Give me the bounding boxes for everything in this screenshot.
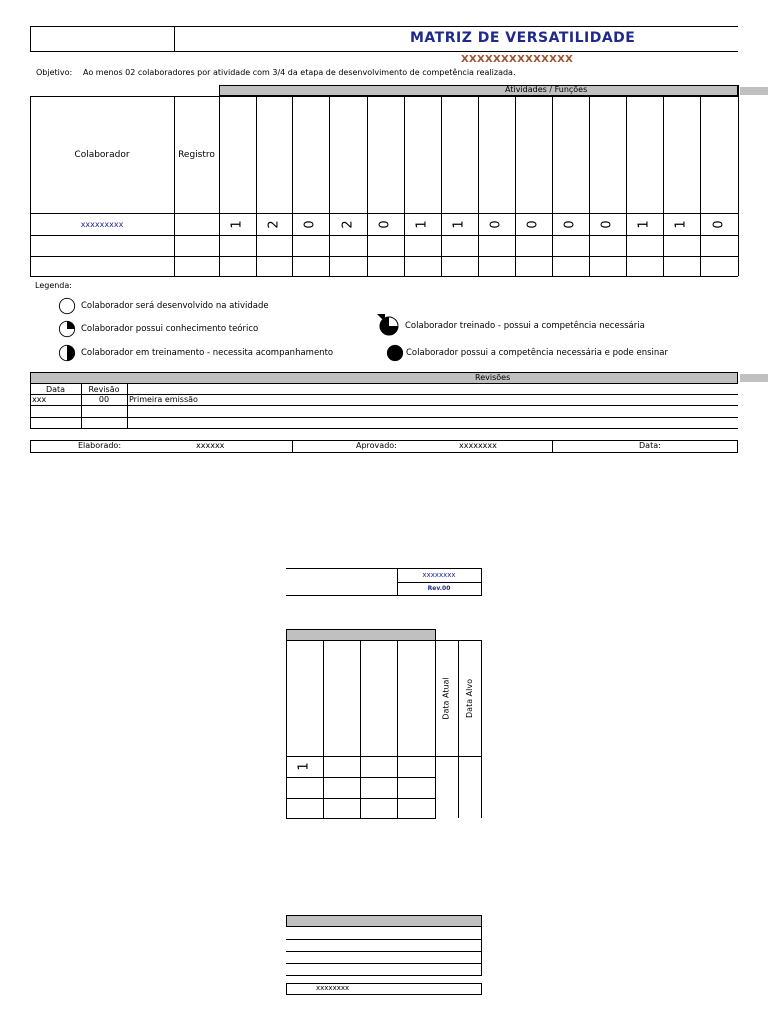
legend-item bbox=[375, 312, 645, 340]
registro-cell bbox=[174, 213, 219, 235]
competency-cell[interactable] bbox=[626, 213, 663, 235]
legend-text: Colaborador treinado - possui a competência necessária bbox=[405, 321, 645, 331]
col-data-atual bbox=[435, 640, 458, 756]
competency-cell[interactable] bbox=[441, 213, 478, 235]
competency-cell[interactable] bbox=[286, 756, 323, 777]
competency-value: 2 bbox=[266, 219, 282, 229]
competency-cell[interactable] bbox=[219, 213, 256, 235]
small-list-value: xxxxxxxx bbox=[316, 984, 350, 992]
three-quarter-circle-icon bbox=[375, 312, 403, 340]
revisions-header: Revisões bbox=[475, 373, 511, 382]
competency-cell[interactable] bbox=[404, 213, 441, 235]
competency-value: 1 bbox=[297, 762, 312, 771]
competency-cell[interactable] bbox=[515, 213, 552, 235]
legend-text: Colaborador em treinamento - necessita acompanhamento bbox=[81, 348, 334, 358]
col-data-alvo bbox=[458, 640, 481, 756]
legend-text: Colaborador será desenvolvido na atividade bbox=[81, 301, 269, 311]
competency-value: 1 bbox=[415, 219, 430, 229]
col-data-alvo-label: Data Alvo bbox=[465, 678, 474, 718]
competency-value: 0 bbox=[711, 219, 727, 229]
revision-date: xxx bbox=[32, 395, 47, 404]
competency-cell[interactable] bbox=[256, 213, 292, 235]
half-circle-icon bbox=[58, 344, 76, 362]
registro-header: Registro bbox=[178, 149, 215, 160]
data-label: Data: bbox=[639, 441, 661, 450]
revision-description: Primeira emissão bbox=[129, 395, 198, 404]
competency-value: 1 bbox=[637, 219, 652, 229]
aprovado-label: Aprovado: bbox=[356, 441, 397, 450]
small-list-header-bar bbox=[286, 915, 482, 927]
competency-value: 0 bbox=[378, 219, 393, 229]
competency-cell[interactable] bbox=[663, 213, 700, 235]
activities-header: Atividades / Funções bbox=[505, 85, 588, 94]
revisions-col-revisao: Revisão bbox=[88, 384, 120, 394]
quarter-circle-icon bbox=[58, 320, 76, 338]
legend-text: Colaborador possui a competência necessária e pode ensinar bbox=[406, 348, 668, 358]
page-title: MATRIZ DE VERSATILIDADE bbox=[410, 30, 636, 46]
full-circle-icon bbox=[386, 344, 404, 362]
competency-cell[interactable] bbox=[367, 213, 404, 235]
objective-label: Objetivo: bbox=[36, 68, 73, 77]
aprovado-value[interactable]: xxxxxxxx bbox=[459, 441, 497, 450]
legend-label: Legenda: bbox=[35, 281, 72, 290]
legend-item bbox=[58, 344, 333, 362]
competency-value: 1 bbox=[230, 219, 245, 229]
legend-item bbox=[58, 297, 269, 315]
competency-value: 1 bbox=[674, 219, 689, 229]
competency-cell[interactable] bbox=[292, 213, 329, 235]
scroll-marker bbox=[740, 87, 768, 95]
competency-cell[interactable] bbox=[478, 213, 515, 235]
competency-value: 0 bbox=[303, 219, 318, 229]
competency-cell[interactable] bbox=[700, 213, 738, 235]
document-code: XXXXXXXXXXXXXX bbox=[461, 54, 574, 65]
empty-circle-icon bbox=[58, 297, 76, 315]
competency-cell[interactable] bbox=[329, 213, 367, 235]
competency-cell[interactable] bbox=[552, 213, 589, 235]
competency-cell[interactable] bbox=[589, 213, 626, 235]
elaborado-value[interactable]: xxxxxx bbox=[196, 441, 225, 450]
elaborado-label: Elaborado: bbox=[78, 441, 122, 450]
col-data-atual-label: Data Atual bbox=[442, 676, 451, 720]
scroll-marker bbox=[740, 374, 768, 382]
small-code: xxxxxxxx bbox=[422, 571, 456, 579]
competency-value: 1 bbox=[452, 219, 467, 229]
objective-text: Ao menos 02 colaboradores por atividade com 3/4 da etapa de desenvolvimento de competência realizada. bbox=[83, 68, 516, 77]
legend-item bbox=[58, 320, 258, 338]
header-left-box bbox=[30, 26, 175, 52]
legend-text: Colaborador possui conhecimento teórico bbox=[81, 324, 259, 334]
activities-header-bar bbox=[219, 85, 738, 96]
revision-number: 00 bbox=[98, 395, 110, 404]
competency-value: 2 bbox=[340, 219, 356, 229]
revisions-header-bar bbox=[30, 372, 738, 384]
legend-item bbox=[386, 344, 668, 362]
small-rev: Rev.00 bbox=[427, 585, 451, 592]
colaborador-header: Colaborador bbox=[74, 149, 130, 160]
competency-value: 0 bbox=[526, 219, 541, 229]
colaborador-cell: xxxxxxxxx bbox=[80, 219, 124, 229]
revisions-col-data: Data bbox=[45, 384, 66, 394]
competency-value: 0 bbox=[489, 219, 504, 229]
competency-value: 0 bbox=[563, 219, 578, 229]
competency-value: 0 bbox=[600, 219, 615, 229]
